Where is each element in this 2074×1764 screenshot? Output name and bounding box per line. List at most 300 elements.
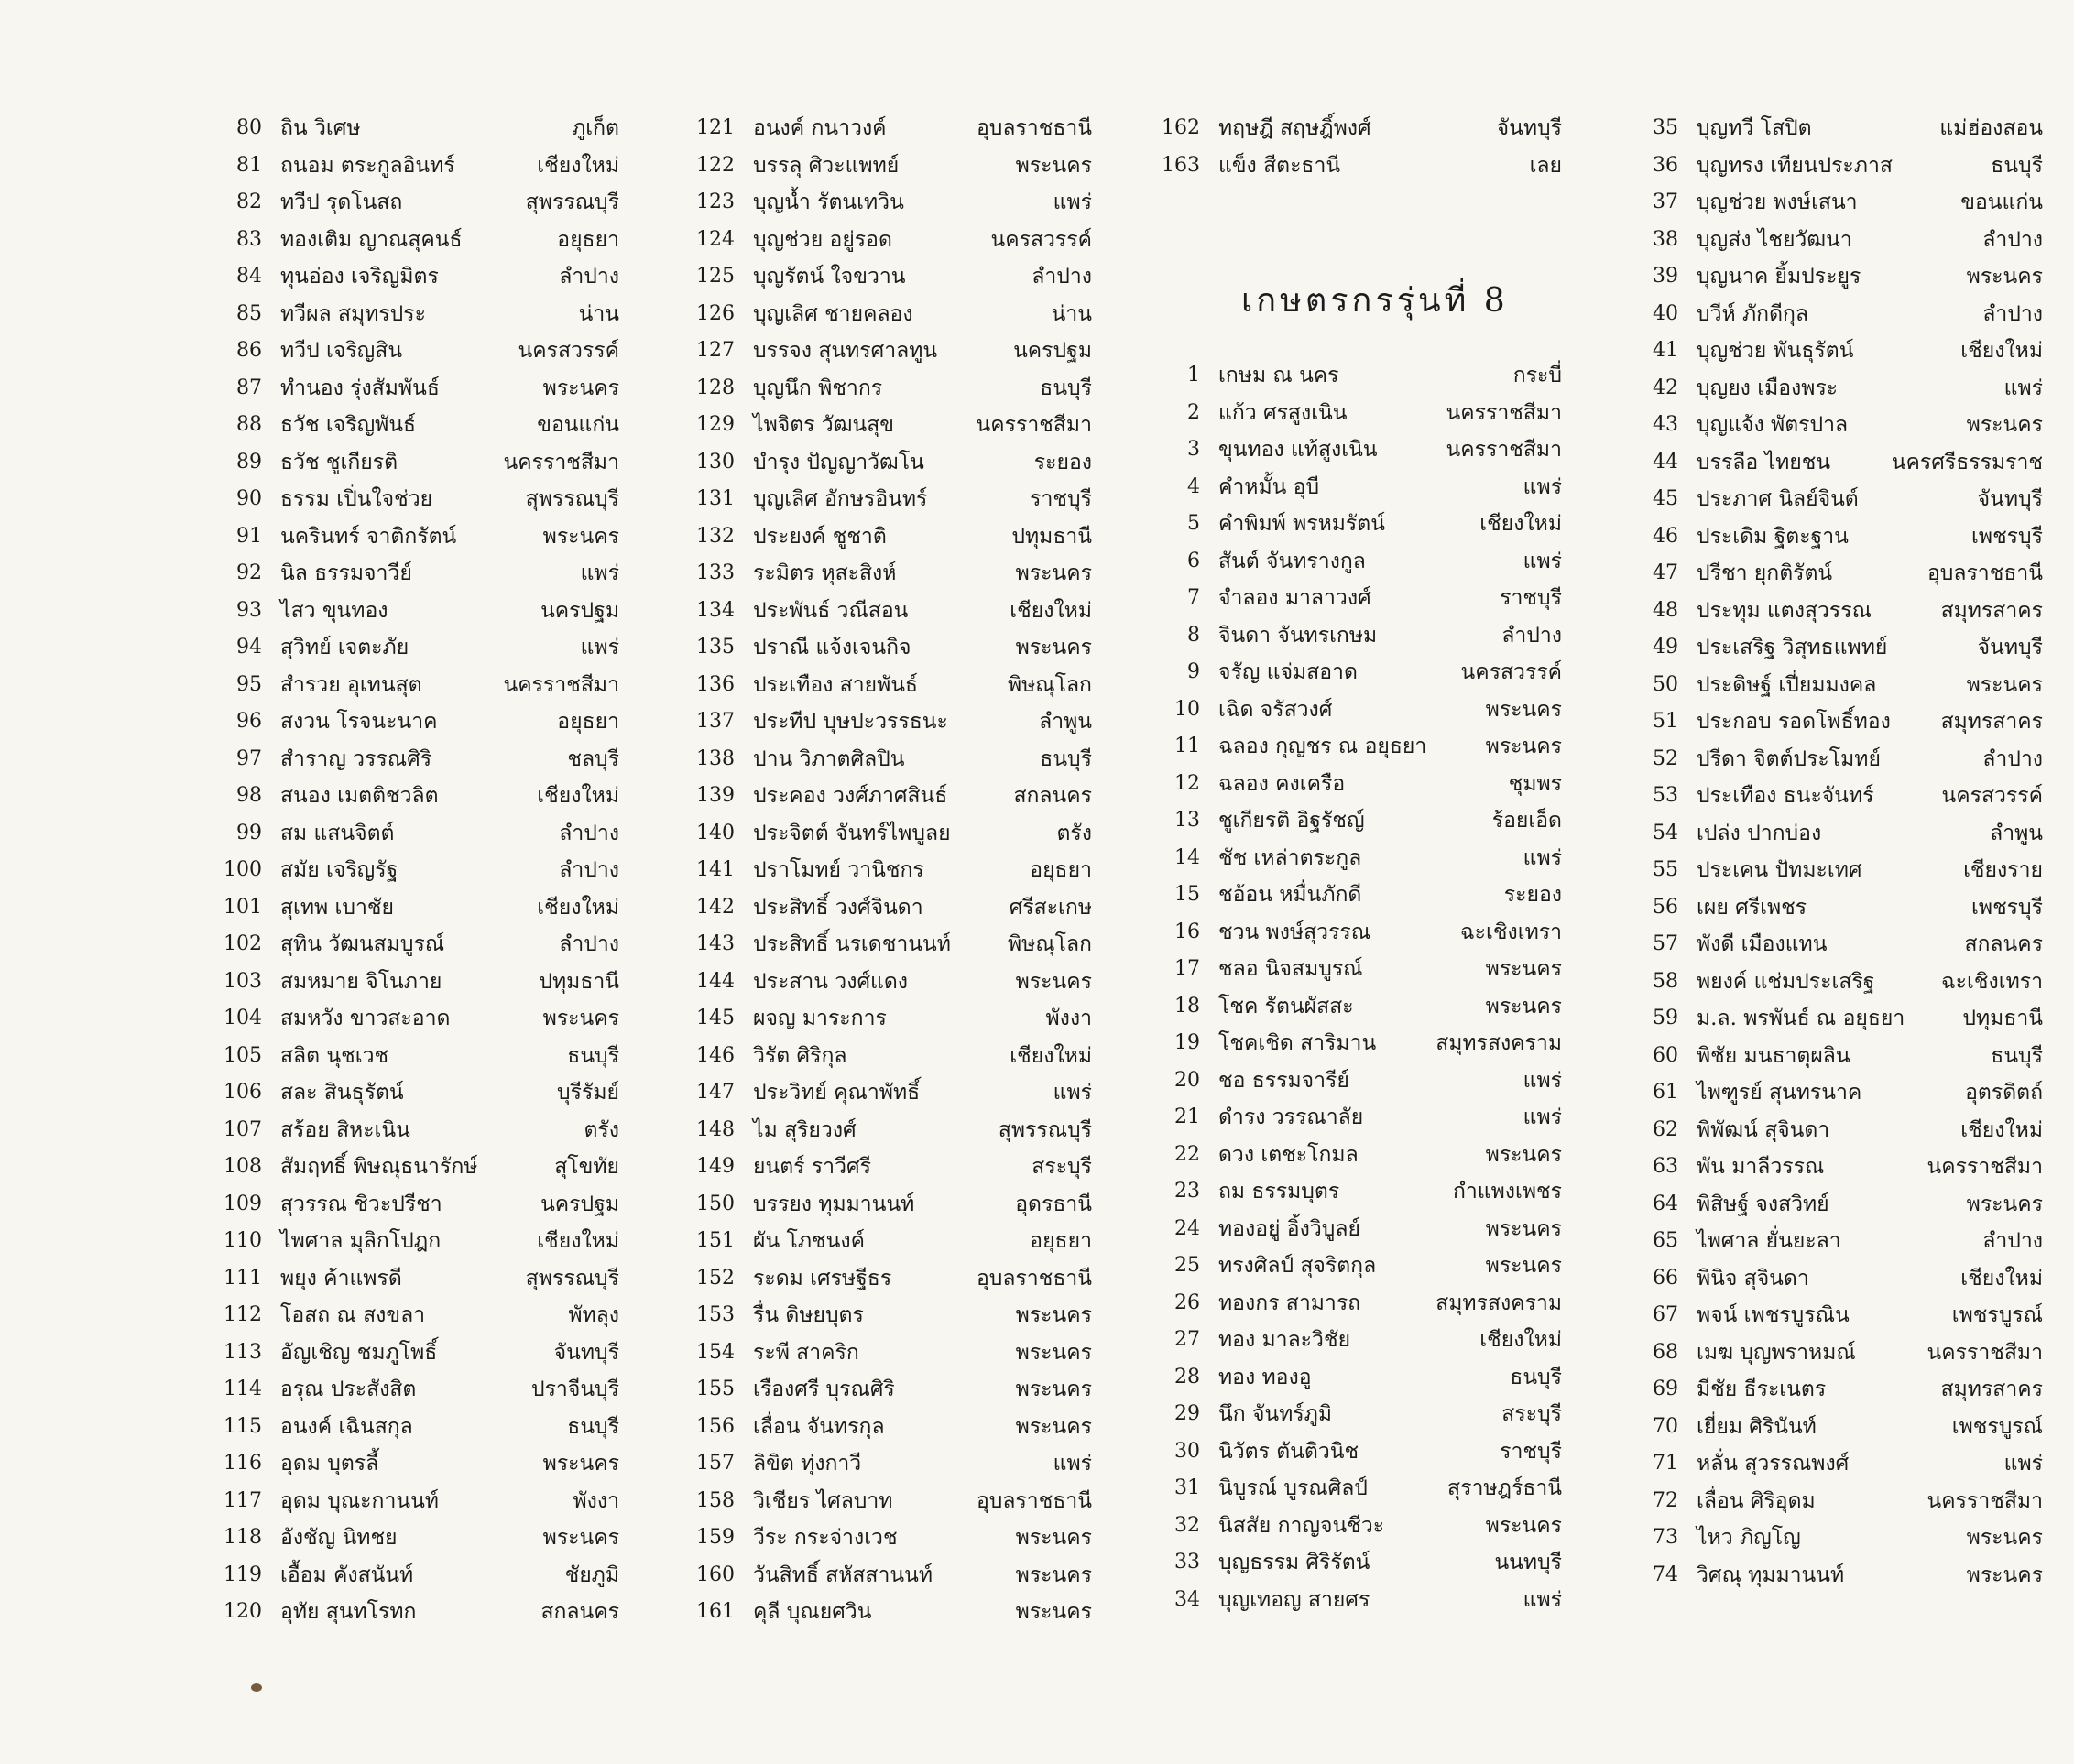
person-name: สุเทพ เบาชัย: [280, 895, 394, 920]
name-column-3: [1145, 357, 1562, 1618]
entry-number: 32: [1174, 1513, 1200, 1537]
list-item: [1623, 1000, 2043, 1038]
entry-number: 86: [236, 339, 262, 362]
person-name: บุญน้ำ รัตนเทวิน: [753, 191, 904, 214]
person-name: อนงค์ กนาวงค์: [753, 116, 887, 140]
entry-number: 137: [696, 710, 735, 733]
entry-number: 7: [1187, 586, 1200, 609]
province: เลย: [1529, 153, 1562, 178]
province: อยุธยา: [1030, 858, 1092, 882]
entry-number: 58: [1653, 969, 1678, 993]
province: ธนบุรี: [1040, 376, 1092, 400]
list-item: [1623, 1483, 2043, 1520]
entry-number: 87: [236, 376, 262, 399]
list-item: [1623, 1038, 2043, 1075]
list-item: [1623, 1409, 2043, 1446]
province: สมุทรสาคร: [1940, 598, 2043, 623]
entry-number: 97: [236, 746, 262, 770]
entry-number: 44: [1653, 450, 1678, 474]
list-item: [1145, 1433, 1562, 1471]
person-name: ทำนอง รุ่งสัมพันธ์: [280, 376, 440, 400]
list-item: [1145, 728, 1562, 766]
person-name: ทวีป รุดโนสถ: [280, 191, 403, 214]
entry-number: 24: [1174, 1216, 1200, 1240]
list-item: [680, 1557, 1092, 1595]
entry-number: 89: [236, 450, 262, 474]
person-name: พจน์ เพชรบูรณิน: [1697, 1303, 1850, 1327]
list-item: [1145, 543, 1562, 581]
province: ลำพูน: [1039, 710, 1092, 734]
person-name: ชอ ธรรมจารีย์: [1218, 1068, 1349, 1093]
entry-number: 158: [696, 1488, 735, 1512]
province: จันทบุรี: [1496, 116, 1562, 140]
list-item: [680, 926, 1092, 964]
entry-number: 47: [1653, 561, 1678, 584]
person-name: ไสว ขุนทอง: [280, 598, 388, 623]
province: แพร่: [1523, 1105, 1562, 1129]
entry-number: 61: [1653, 1081, 1678, 1104]
province: นครปฐม: [1013, 339, 1092, 363]
province: พระนคร: [1485, 957, 1562, 981]
person-name: ม.ล. พรพันธ์ ณ อยุธยา: [1697, 1007, 1905, 1030]
list-item: [1623, 407, 2043, 444]
entry-number: 29: [1174, 1402, 1200, 1425]
province: ลำปาง: [1982, 227, 2043, 252]
list-item: [207, 741, 619, 779]
list-item: [680, 1594, 1092, 1631]
list-item: [1623, 1186, 2043, 1224]
province: ขอนแก่น: [537, 413, 619, 437]
list-item: [680, 332, 1092, 370]
person-name: ขุนทอง แท้สูงเนิน: [1218, 438, 1378, 462]
province: นครสวรรค์: [518, 339, 619, 363]
person-name: นิล ธรรมจาวีย์: [280, 561, 412, 585]
entry-number: 145: [696, 1007, 735, 1029]
entry-number: 40: [1653, 301, 1678, 325]
entry-number: 48: [1653, 598, 1678, 622]
list-item: [207, 1557, 619, 1595]
list-item: [680, 1074, 1092, 1112]
list-item: [680, 1000, 1092, 1038]
person-name: สันต์ จันทรางกูล: [1218, 549, 1366, 573]
list-item: [207, 444, 619, 482]
person-name: คำพิมพ์ พรหมรัตน์: [1218, 512, 1385, 536]
list-item: [207, 258, 619, 296]
list-item: [1623, 222, 2043, 259]
list-item: [680, 1223, 1092, 1260]
person-name: สมหวัง ขาวสะอาด: [280, 1007, 451, 1030]
entry-number: 93: [236, 598, 262, 622]
person-name: บุญนึก พิชากร: [753, 376, 883, 400]
person-name: ทองเติม ญาณสุคนธ์: [280, 227, 463, 252]
list-item: [1623, 1445, 2043, 1483]
list-item: [1145, 1359, 1562, 1397]
list-item: [680, 1409, 1092, 1446]
person-name: ดวง เตชะโกมล: [1218, 1142, 1359, 1167]
list-item: [680, 964, 1092, 1001]
person-name: นิสสัย กาญจนชีวะ: [1218, 1513, 1385, 1538]
list-item: [207, 1186, 619, 1224]
person-name: ประพันธ์ วณีสอน: [753, 598, 909, 623]
entry-number: 162: [1162, 116, 1200, 139]
province: พระนคร: [1015, 153, 1092, 178]
list-item: [207, 1371, 619, 1409]
list-item: [1623, 518, 2043, 556]
entry-number: 9: [1187, 660, 1200, 683]
entry-number: 134: [696, 598, 735, 622]
person-name: อรุณ ประสังสิต: [280, 1377, 417, 1401]
person-name: วิศณุ ทุมมานนท์: [1697, 1563, 1845, 1587]
person-name: ประกอบ รอดโพธิ์ทอง: [1697, 710, 1891, 734]
entry-number: 15: [1174, 883, 1200, 906]
person-name: อุดม บุตรลี้: [280, 1452, 379, 1475]
province: สุพรรณบุรี: [998, 1117, 1092, 1142]
province: ปทุมธานี: [1962, 1007, 2043, 1030]
province: นครศรีธรรมราช: [1891, 450, 2043, 474]
person-name: บุญส่ง ไชยวัฒนา: [1697, 227, 1852, 252]
province: ราชบุรี: [1030, 487, 1092, 511]
person-name: ประเทือง ธนะจันทร์: [1697, 784, 1874, 808]
province: ลำปาง: [559, 265, 619, 289]
list-item: [680, 184, 1092, 222]
province: แพร่: [580, 636, 619, 659]
person-name: ระมิตร หุสะสิงห์: [753, 561, 897, 585]
province: ลำปาง: [559, 821, 619, 845]
person-name: ทฤษฎี สฤษฎิ์พงศ์: [1218, 116, 1371, 140]
province: พระนคร: [1485, 1254, 1562, 1278]
province: นครราชสีมา: [1927, 1340, 2043, 1365]
list-item: [207, 555, 619, 593]
list-item: [1623, 184, 2043, 222]
entry-number: 123: [696, 191, 735, 213]
list-item: [1145, 691, 1562, 729]
person-name: ทุนอ่อง เจริญมิตร: [280, 265, 439, 289]
entry-number: 119: [224, 1563, 262, 1586]
entry-number: 37: [1653, 191, 1678, 213]
province: พระนคร: [1015, 969, 1092, 994]
entry-number: 50: [1653, 672, 1678, 696]
list-item: [1623, 1519, 2043, 1557]
list-item: [1145, 147, 1562, 185]
entry-number: 45: [1653, 487, 1678, 510]
person-name: พิชัย มนธาตุผลิน: [1697, 1043, 1850, 1068]
person-name: เรืองศรี บุรณศิริ: [753, 1377, 895, 1401]
person-name: สงวน โรจนะนาค: [280, 710, 438, 734]
person-name: เลื่อน จันทรกุล: [753, 1414, 885, 1439]
person-name: ประจิตต์ จันทร์ไพบูลย: [753, 821, 951, 845]
province: อยุธยา: [557, 227, 619, 252]
entry-number: 129: [696, 413, 735, 436]
province: ชุมพร: [1508, 771, 1562, 796]
province: อุตรดิตถ์: [1965, 1081, 2043, 1105]
entry-number: 112: [224, 1303, 262, 1326]
list-item: [680, 815, 1092, 853]
list-item: [207, 481, 619, 518]
province: พระนคร: [542, 1526, 619, 1550]
province: แพร่: [2003, 376, 2043, 400]
list-item: [1145, 395, 1562, 432]
province: น่าน: [1051, 301, 1092, 326]
province: กำแพงเพชร: [1452, 1180, 1562, 1203]
person-name: ระดม เศรษฐีธร: [753, 1266, 892, 1290]
list-item: [1623, 629, 2043, 667]
province: พระนคร: [1485, 994, 1562, 1018]
list-item: [1145, 802, 1562, 840]
entry-number: 121: [696, 116, 735, 139]
person-name: ประทุม แตงสุวรรณ: [1697, 598, 1872, 623]
list-item: [1145, 840, 1562, 877]
entry-number: 20: [1174, 1068, 1200, 1092]
province: พระนคร: [1966, 1192, 2043, 1216]
province: ลำพูน: [1990, 821, 2043, 845]
person-name: บรรยง ทุมมานนท์: [753, 1192, 915, 1216]
list-item: [1145, 654, 1562, 691]
entry-number: 113: [224, 1340, 262, 1364]
province: พระนคร: [1015, 1303, 1092, 1327]
entry-number: 65: [1653, 1229, 1678, 1252]
entry-number: 66: [1653, 1266, 1678, 1290]
list-item: [1145, 1173, 1562, 1211]
person-name: สมัย เจริญรัฐ: [280, 858, 398, 882]
entry-number: 57: [1653, 932, 1678, 955]
person-name: ผจญ มาระการ: [753, 1007, 887, 1030]
province: ลำปาง: [559, 858, 619, 882]
list-item: [680, 518, 1092, 556]
person-name: บุญช่วย อยู่รอด: [753, 227, 892, 252]
province: สกลนคร: [1013, 784, 1092, 808]
entry-number: 108: [224, 1155, 262, 1178]
list-item: [1145, 951, 1562, 988]
list-item: [207, 184, 619, 222]
person-name: ประเดิม ฐิตะฐาน: [1697, 524, 1849, 549]
list-item: [1623, 147, 2043, 185]
person-name: สลิต นุชเวช: [280, 1043, 389, 1068]
province: แพร่: [1523, 1068, 1562, 1093]
person-name: ทอง ทองอู: [1218, 1365, 1312, 1389]
province: ฉะเชิงเทรา: [1940, 969, 2043, 994]
person-name: ไหว ภิญโญ: [1697, 1526, 1801, 1550]
list-item: [1623, 964, 2043, 1001]
province: พระนคร: [542, 1452, 619, 1475]
province: พระนคร: [1015, 1377, 1092, 1401]
list-item: [207, 1223, 619, 1260]
person-name: พินิจ สุจินดา: [1697, 1266, 1809, 1290]
person-name: บรรลือ ไทยชน: [1697, 450, 1831, 474]
list-item: [1145, 988, 1562, 1026]
province: น่าน: [578, 301, 619, 326]
person-name: นิวัตร ตันติวนิช: [1218, 1439, 1359, 1464]
province: บุรีรัมย์: [557, 1081, 619, 1105]
person-name: แข็ง สีตะธานี: [1218, 153, 1341, 178]
list-item: [1623, 332, 2043, 370]
province: อยุธยา: [557, 710, 619, 734]
entry-number: 103: [224, 969, 262, 993]
entry-number: 82: [236, 191, 262, 213]
province: เชียงใหม่: [1010, 598, 1092, 623]
entry-number: 14: [1174, 845, 1200, 869]
list-item: [680, 147, 1092, 185]
list-item: [1623, 110, 2043, 147]
person-name: วิรัต ศิริกุล: [753, 1043, 847, 1068]
province: พังงา: [573, 1488, 619, 1513]
province: พระนคร: [542, 1007, 619, 1030]
list-item: [1623, 1297, 2043, 1334]
entry-number: 154: [696, 1340, 735, 1364]
list-item: [680, 1149, 1092, 1186]
list-item: [1145, 580, 1562, 617]
person-name: วันสิทธิ์ สหัสสานนท์: [753, 1563, 933, 1587]
person-name: เปล่ง ปากบ่อง: [1697, 821, 1822, 845]
list-item: [680, 741, 1092, 779]
province: สุพรรณบุรี: [525, 1266, 619, 1290]
person-name: ประเคน ปัทมะเทศ: [1697, 858, 1862, 882]
province: นครราชสีมา: [1446, 438, 1562, 462]
province: พระนคร: [542, 524, 619, 549]
person-name: บุญเลิศ อักษรอินทร์: [753, 487, 928, 511]
list-item: [207, 1519, 619, 1557]
person-name: พัน มาลีวรรณ: [1697, 1155, 1825, 1179]
entry-number: 59: [1653, 1007, 1678, 1029]
entry-number: 70: [1653, 1414, 1678, 1438]
list-item: [1145, 1247, 1562, 1285]
province: สมุทรสงคราม: [1435, 1290, 1562, 1315]
entry-number: 117: [224, 1488, 262, 1512]
person-name: บุญรัตน์ ใจขวาน: [753, 265, 906, 289]
province: จันทบุรี: [553, 1340, 619, 1365]
list-item: [1145, 914, 1562, 952]
person-name: อุทัย สุนทโรทก: [280, 1600, 417, 1624]
person-name: ฉลอง กุญชร ณ อยุธยา: [1218, 735, 1427, 758]
entry-number: 35: [1653, 116, 1678, 139]
entry-number: 135: [696, 636, 735, 659]
entry-number: 36: [1653, 153, 1678, 177]
person-name: ทอง มาละวิชัย: [1218, 1328, 1351, 1352]
person-name: ประเสริฐ วิสุทธแพทย์: [1697, 636, 1888, 659]
person-name: สำรวย อุเทนสุต: [280, 672, 422, 697]
person-name: ชวน พงษ์สุวรรณ: [1218, 920, 1371, 944]
list-item: [680, 889, 1092, 927]
province: พระนคร: [1015, 1414, 1092, 1439]
person-name: ไพฑูรย์ สุนทรนาค: [1697, 1081, 1862, 1105]
province: ขอนแก่น: [1960, 191, 2043, 214]
list-item: [680, 1445, 1092, 1483]
person-name: บุญเทอญ สายศร: [1218, 1587, 1370, 1612]
province: ตรัง: [584, 1117, 619, 1142]
province: อุบลราชธานี: [976, 1488, 1092, 1513]
province: นครราชสีมา: [1927, 1488, 2043, 1513]
entry-number: 147: [696, 1081, 735, 1104]
person-name: อัญเชิญ ชมภูโพธิ์: [280, 1340, 438, 1365]
person-name: ปราณี แจ้งเจนกิจ: [753, 636, 911, 659]
person-name: สุวิทย์ เจตะภัย: [280, 636, 409, 659]
province: ระยอง: [1033, 450, 1092, 474]
person-name: อนงค์ เฉินสกุล: [280, 1414, 413, 1439]
list-item: [207, 110, 619, 147]
province: พระนคร: [1485, 1142, 1562, 1167]
person-name: นิบูรณ์ บูรณศิลป์: [1218, 1476, 1368, 1500]
province: เพชรบุรี: [1971, 524, 2043, 549]
person-name: พิสิษฐ์ จงสวิทย์: [1697, 1192, 1829, 1216]
province: แพร่: [1523, 474, 1562, 499]
entry-number: 101: [224, 895, 262, 919]
province: เชียงใหม่: [1479, 1328, 1562, 1352]
list-item: [680, 593, 1092, 630]
list-item: [1145, 617, 1562, 655]
list-item: [207, 1483, 619, 1520]
province: นครราชสีมา: [503, 450, 619, 474]
entry-number: 85: [236, 301, 262, 325]
province: นครราชสีมา: [976, 413, 1092, 437]
province: พระนคร: [1485, 735, 1562, 758]
person-name: ชัช เหล่าตระกูล: [1218, 845, 1362, 870]
entry-number: 105: [224, 1043, 262, 1067]
province: จันทบุรี: [1977, 636, 2043, 659]
list-item: [1623, 1557, 2043, 1595]
person-name: เมฆ บุญพราหมณ์: [1697, 1340, 1856, 1365]
province: ปทุมธานี: [539, 969, 619, 994]
entry-number: 34: [1174, 1587, 1200, 1611]
list-item: [680, 852, 1092, 889]
province: แพร่: [1523, 1587, 1562, 1612]
province: พิษณุโลก: [1007, 672, 1092, 697]
person-name: ทวีป เจริญสิน: [280, 339, 403, 363]
list-item: [1623, 852, 2043, 889]
province: ปทุมธานี: [1011, 524, 1092, 549]
list-item: [680, 555, 1092, 593]
province: แพร่: [2003, 1452, 2043, 1475]
person-name: ประภาศ นิลย์จินต์: [1697, 487, 1859, 511]
entry-number: 122: [696, 153, 735, 177]
province: พระนคร: [1015, 1563, 1092, 1587]
entry-number: 17: [1174, 957, 1200, 980]
entry-number: 100: [224, 858, 262, 881]
entry-number: 142: [696, 895, 735, 919]
list-item: [680, 778, 1092, 815]
person-name: ชลอ นิจสมบูรณ์: [1218, 957, 1363, 981]
person-name: ปราโมทย์ วานิชกร: [753, 858, 924, 882]
person-name: ประวิทย์ คุณาพัทธิ์: [753, 1081, 921, 1105]
person-name: ทวีผล สมุทรประ: [280, 301, 426, 326]
list-item: [1145, 1062, 1562, 1100]
entry-number: 114: [224, 1377, 262, 1400]
person-name: แก้ว ศรสูงเนิน: [1218, 400, 1348, 425]
province: พัทลุง: [568, 1303, 619, 1327]
province: ลำปาง: [1982, 1229, 2043, 1253]
entry-number: 151: [696, 1229, 735, 1252]
province: อุบลราชธานี: [976, 1266, 1092, 1290]
paper-mark: [251, 1683, 262, 1692]
entry-number: 90: [236, 487, 262, 510]
entry-number: 132: [696, 524, 735, 548]
list-item: [680, 481, 1092, 518]
person-name: ประสาน วงศ์แดง: [753, 969, 909, 994]
person-name: คำหมั้น อุบี: [1218, 474, 1320, 499]
list-item: [1623, 1260, 2043, 1298]
person-name: ถิน วิเศษ: [280, 116, 361, 140]
list-item: [1145, 1025, 1562, 1062]
entry-number: 157: [696, 1452, 735, 1475]
province: ลำปาง: [1982, 746, 2043, 771]
person-name: ดำรง วรรณาลัย: [1218, 1105, 1364, 1129]
province: สระบุรี: [1032, 1155, 1092, 1179]
person-name: บุญช่วย พงษ์เสนา: [1697, 191, 1858, 214]
province: เชียงใหม่: [1960, 1266, 2043, 1290]
entry-number: 19: [1174, 1031, 1200, 1054]
entry-number: 10: [1174, 697, 1200, 721]
person-name: วิเชียร ไศลบาท: [753, 1488, 893, 1513]
entry-number: 49: [1653, 636, 1678, 659]
province: พระนคร: [1966, 672, 2043, 697]
